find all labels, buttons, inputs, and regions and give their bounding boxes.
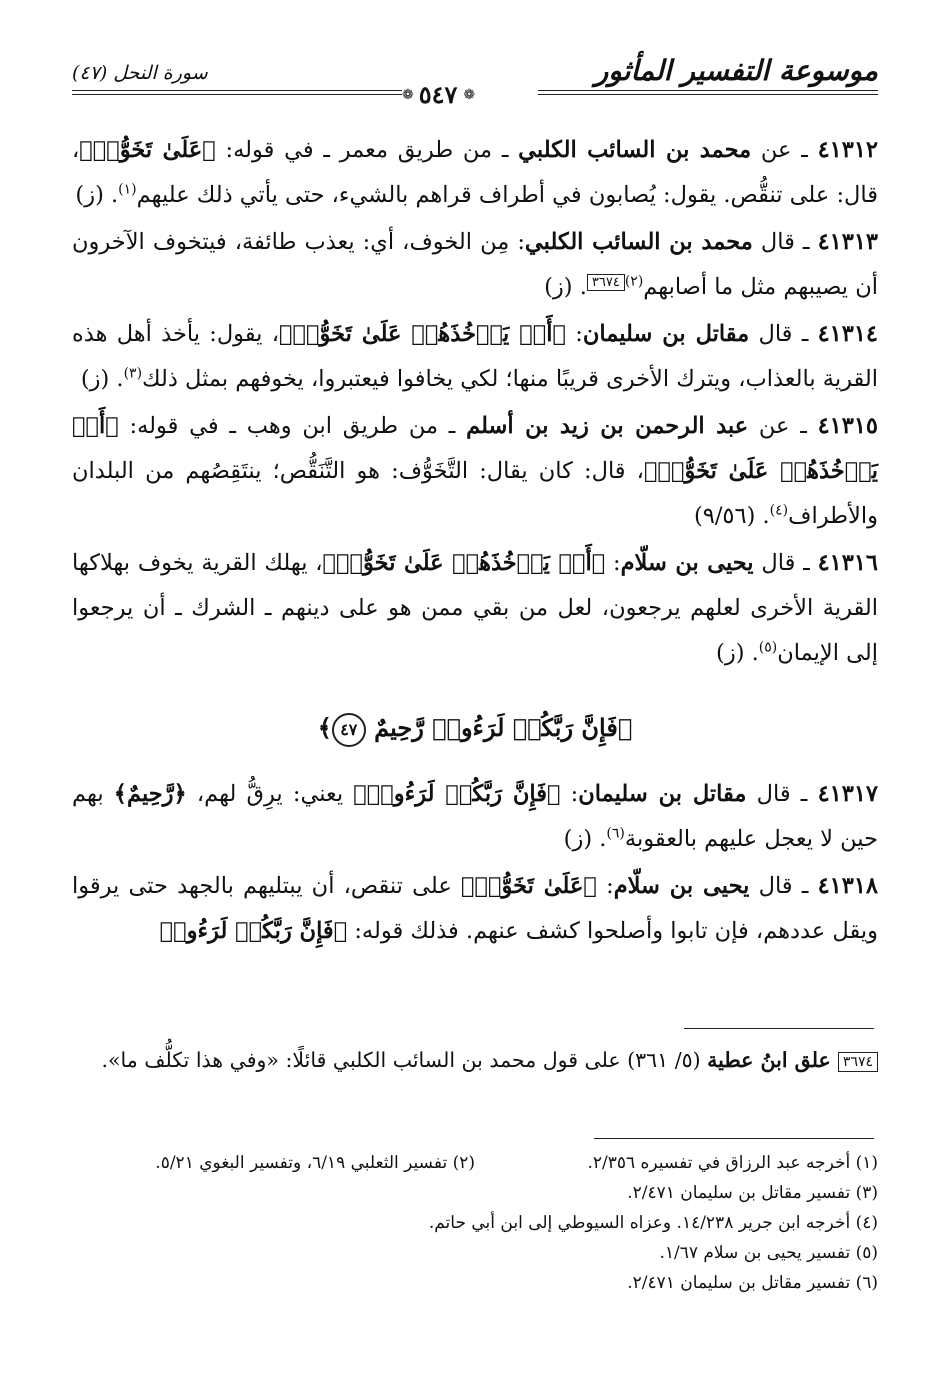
narrator-name: عبد الرحمن بن زيد بن أسلم [466,413,749,439]
verse-close: ﴾ [317,713,332,742]
verse-number-badge: ٤٧ [332,713,366,747]
narrator-name: محمد بن السائب الكلبي [518,137,752,163]
verse-heading [72,706,878,750]
entry-text: ، يقول: يأخذ أهل هذه القرية بالعذاب، ويترك الأخرى قريبًا منها؛ لكي يخافوا فيعتبروا، يخوفهم بمثل ذلك [72,321,878,392]
entry-intro: ـ قال [749,873,818,899]
entry-text: ، يهلك القرية يخوف بهلاكها القرية الأخرى لعلهم يرجعون، لعل من بقي ممن هو على دينهم ـ الشرك ـ أن يرجعوا إلى الإيمان [72,550,878,666]
footnote-1: (١) أخرجه عبد الرزاق في تفسيره ٢/٣٥٦. [587,1153,878,1173]
ornament-right-icon: ❁ [463,86,475,103]
entry-text: ، قال: كان يقال: التَّخَوُّف: هو التَّنَقُّص؛ ينتَقِصُهم من البلدان والأطراف [72,458,878,529]
quran-quote-2: ﴿رَّحِيمٌ﴾ [113,781,187,807]
entry-41318 [72,864,878,954]
ornament-left-icon: ❁ [402,86,413,103]
entry-chain: ـ من طريق معمر ـ في قوله: [215,137,519,163]
entry-number: ٤١٣١٣ [817,229,878,255]
surah-label: سورة النحل (٤٧) [72,62,208,84]
footnote-ref[interactable]: (٦) [606,825,625,842]
narrator-name: مقاتل بن سليمان [582,321,750,347]
footnotes [72,1148,878,1298]
commentary-ref-box[interactable]: ٣٦٧٤ [587,274,625,291]
main-text [72,128,878,956]
footnote-5: (٥) تفسير يحيى بن سلام ١/٦٧. [659,1243,878,1263]
entry-number: ٤١٣١٥ [817,413,878,439]
entry-41314 [72,312,878,402]
commentator: علق ابنُ عطية [707,1048,838,1072]
footnote-ref[interactable]: (٢) [624,273,644,290]
footnote-4: (٤) أخرجه ابن جرير ١٤/٢٣٨. وعزاه السيوطي إلى ابن أبي حاتم. [428,1213,878,1233]
entry-chain: : [560,781,579,807]
entry-intro: ـ عن [748,413,818,439]
footnote-2: (٢) تفسير الثعلبي ٦/١٩، وتفسير البغوي ٥/٢١. [155,1153,475,1173]
narrator-name: محمد بن السائب الكلبي [524,229,753,255]
entry-chain: : [565,321,583,347]
entry-intro: ـ قال [753,550,818,576]
quran-quote: ﴿أَوۡ يَأۡخُذَهُمۡ عَلَىٰ تَخَوُّفٖ﴾ [278,321,566,347]
entry-chain: ـ من طريق ابن وهب ـ في قوله: [118,413,467,439]
commentary-text: (٥/ ٣٦١) على قول محمد بن السائب الكلبي قائلًا: «وفي هذا تكلُّف ما». [101,1048,708,1072]
entry-intro: ـ قال [752,229,818,255]
quran-quote: ﴿عَلَىٰ تَخَوُّفٖ﴾ [460,873,597,899]
page-number: ٥٤٧ [418,80,458,109]
page-header [72,52,878,112]
entry-41313 [72,220,878,310]
commentary-number-box: ٣٦٧٤ [838,1052,878,1072]
entry-number: ٤١٣١٢ [817,137,878,163]
entry-tail: . (ز) [716,640,759,666]
footnote-6: (٦) تفسير مقاتل بن سليمان ٢/٤٧١. [627,1273,878,1293]
entry-tail: . (٩/٥٦) [693,503,770,529]
quran-quote: ﴿فَإِنَّ رَبَّكُمۡ لَرَءُوفٞ﴾ [353,781,561,807]
quran-quote: ﴿عَلَىٰ تَخَوُّفٖ﴾ [79,137,216,163]
entry-41317 [72,772,878,862]
commentary-note [72,1040,878,1080]
entry-number: ٤١٣١٤ [817,321,878,347]
footnote-ref[interactable]: (١) [118,181,137,198]
entry-41315 [72,404,878,539]
entry-text: : مِن الخوف، أي: يعذب طائفة، فيتخوف الآخرون أن يصيبهم مثل ما أصابهم [72,229,878,300]
entry-tail: . (ز) [75,182,119,208]
footnote-separator [594,1138,874,1139]
entry-tail: . (ز) [544,274,587,300]
entry-tail: . (ز) [563,826,607,852]
entry-text: على تنقص، أن يبتليهم بالجهد حتى يرقوا ويقل عددهم، فإن تابوا وأصلحوا كشف عنهم. فذلك قوله: [72,873,878,944]
entry-intro: ـ قال [749,321,818,347]
footnote-ref[interactable]: (٣) [123,365,143,382]
entry-tail: . (ز) [80,366,124,392]
entry-text: ، قال: على تنقُّص. يقول: يُصابون في أطراف قراهم بالشيء، حتى يأتي ذلك عليهم [72,137,878,208]
book-title: موسوعة التفسير المأثور [594,54,878,87]
narrator-name: مقاتل بن سليمان [578,781,747,807]
entry-41312 [72,128,878,218]
entry-text: يعني: يرِقُّ لهم، [186,781,354,807]
footnote-ref[interactable]: (٥) [758,639,778,656]
entry-number: ٤١٣١٨ [817,873,878,899]
quran-quote-2: ﴿فَإِنَّ رَبَّكُمۡ لَرَءُوفٞ [159,918,348,944]
entry-intro: ـ عن [751,137,818,163]
narrator-name: يحيى بن سلّام [613,873,750,899]
footnote-row [72,1148,878,1178]
verse-text: ﴿فَإِنَّ رَبَّكُمۡ لَرَءُوفٞ رَّحِيمٌ [374,713,633,742]
footnote-3: (٣) تفسير مقاتل بن سليمان ٢/٤٧١. [627,1183,878,1203]
quran-quote: ﴿أَوۡ يَأۡخُذَهُمۡ عَلَىٰ تَخَوُّفٖ﴾ [72,413,878,484]
entry-text-2: بهم حين لا يعجل عليهم بالعقوبة [72,781,878,852]
entry-number: ٤١٣١٧ [817,781,878,807]
entry-chain: : [596,873,614,899]
footnote-ref[interactable]: (٤) [769,502,789,519]
quran-quote: ﴿أَوۡ يَأۡخُذَهُمۡ عَلَىٰ تَخَوُّفٖ﴾ [322,550,606,576]
note-separator [684,1028,874,1029]
entry-intro: ـ قال [746,781,818,807]
entry-chain: : [605,550,621,576]
narrator-name: يحيى بن سلّام [620,550,754,576]
entry-number: ٤١٣١٦ [817,550,878,576]
page-number-block [402,80,474,109]
entry-41316 [72,541,878,676]
